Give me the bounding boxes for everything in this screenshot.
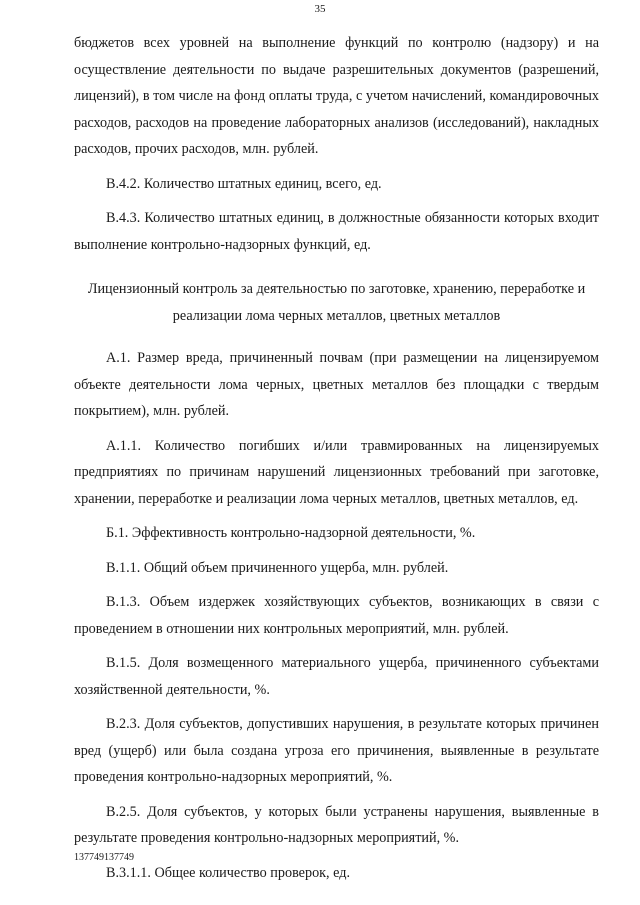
paragraph-a-1-1: А.1.1. Количество погибших и/или травмированных на лицензируемых предприятиях по причинам нарушений лицензионных требований при заготовке, хранении, переработке и реализации лома черных металлов, цветных металлов, ед.: [74, 437, 599, 507]
paragraph-a-1: А.1. Размер вреда, причиненный почвам (при размещении на лицензируемом объекте деятельности лома черных, цветных металлов без площадки с твердым покрытием), млн. рублей.: [74, 350, 599, 419]
paragraph-v-2-5: В.2.5. Доля субъектов, у которых были устранены нарушения, выявленные в результате проведения контрольно-надзорных мероприятий, %.: [74, 803, 599, 846]
paragraph-v-1-1: В.1.1. Общий объем причиненного ущерба, млн. рублей.: [106, 559, 449, 576]
paragraph-v-2-3: В.2.3. Доля субъектов, допустивших нарушения, в результате которых причинен вред (ущерб) или была создана угроза его причинения, выявленные в результате проведения контрольно-надзорных мероприятий, %.: [74, 716, 599, 785]
paragraph-v-1-5: В.1.5. Доля возмещенного материального ущерба, причиненного субъектами хозяйственной деятельности, %.: [74, 655, 599, 698]
paragraph-v-4-3: В.4.3. Количество штатных единиц, в должностные обязанности которых входит выполнение контрольно-надзорных функций, ед.: [74, 210, 599, 253]
section-heading: Лицензионный контроль за деятельностью по заготовке, хранению, переработке и реализации лома черных металлов, цветных металлов: [87, 281, 586, 324]
document-id: 137749137749: [74, 852, 134, 863]
paragraph-v-3-1-1: В.3.1.1. Общее количество проверок, ед.: [106, 864, 351, 881]
document-body: [74, 30, 599, 894]
page-number: 35: [314, 3, 326, 15]
paragraph-continued: бюджетов всех уровней на выполнение функций по контролю (надзору) и на осуществление деятельности по выдаче разрешительных документов (разрешений, лицензий), в том числе на фонд оплаты труда, с учетом начислений, командировочных расходов, расходов на проведение лабораторных анализов (исследований), накладных расходов, прочих расходов, млн. рублей.: [74, 35, 599, 157]
paragraph-v-4-2: В.4.2. Количество штатных единиц, всего, ед.: [106, 175, 382, 192]
paragraph-b-1: Б.1. Эффективность контрольно-надзорной деятельности, %.: [106, 525, 476, 541]
paragraph-v-1-3: В.1.3. Объем издержек хозяйствующих субъектов, возникающих в связи с проведением в отношении них контрольных мероприятий, млн. рублей.: [74, 594, 599, 637]
